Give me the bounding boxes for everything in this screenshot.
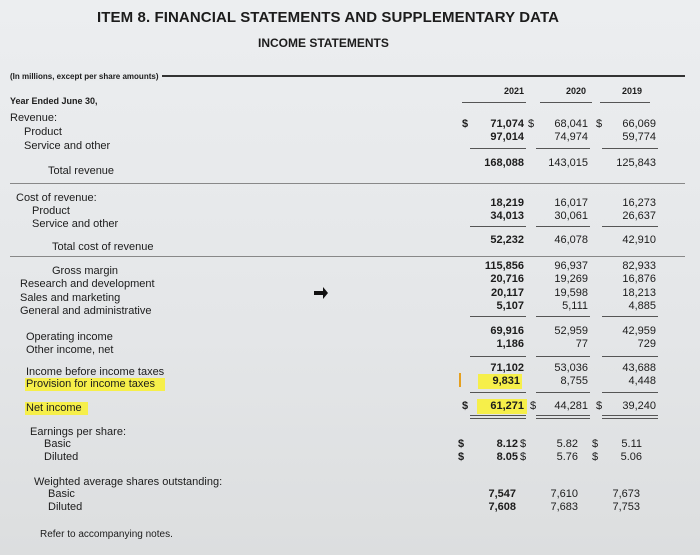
eps-heading: Earnings per share:	[30, 426, 126, 438]
service-revenue-label: Service and other	[24, 140, 111, 152]
total-cost-label: Total cost of revenue	[52, 241, 154, 253]
dollar-sign: $	[462, 118, 469, 130]
other-income-2019: 729	[637, 338, 656, 350]
dollar-sign: $	[458, 438, 465, 450]
cost-product-2019: 16,273	[622, 197, 656, 209]
ga-2020: 5,111	[562, 300, 588, 312]
total-cost-2021: 52,232	[490, 234, 524, 246]
dollar-sign: $	[592, 438, 599, 450]
eps-basic-2021: 8.12	[496, 438, 518, 450]
sales-2020: 19,598	[554, 287, 588, 299]
cost-service-2020: 30,061	[554, 210, 588, 222]
gross-margin-2019: 82,933	[622, 260, 656, 272]
rnd-2020: 19,269	[554, 273, 588, 285]
net-income-2019: 39,240	[622, 400, 656, 412]
eps-basic-2019: 5.11	[621, 438, 642, 450]
sales-label: Sales and marketing	[20, 292, 121, 304]
pretax-2019: 43,688	[622, 362, 656, 374]
dollar-sign: $	[592, 451, 599, 463]
year-2019: 2019	[621, 86, 642, 96]
other-income-2021: 1,186	[496, 338, 524, 350]
dollar-sign: $	[596, 400, 603, 412]
eps-basic-2020: 5.82	[556, 438, 578, 450]
statement-subtitle: INCOME STATEMENTS	[258, 36, 389, 50]
shares-diluted-label: Diluted	[48, 501, 83, 513]
gross-margin-2021: 115,856	[484, 260, 524, 272]
rnd-2019: 16,876	[622, 273, 656, 285]
year-2020: 2020	[565, 86, 586, 96]
shares-basic-2021: 7,547	[488, 488, 516, 500]
shares-diluted-2020: 7,683	[550, 501, 578, 513]
total-cost-2020: 46,078	[554, 234, 588, 246]
year-label: Year Ended June 30,	[10, 96, 98, 106]
dollar-sign: $	[596, 118, 603, 130]
other-income-2020: 77	[575, 338, 588, 350]
dollar-sign: $	[520, 451, 527, 463]
service-revenue-2021: 97,014	[490, 131, 524, 143]
dollar-sign: $	[462, 400, 469, 412]
net-income-2021: 61,271	[490, 400, 524, 412]
eps-diluted-label: Diluted	[44, 451, 79, 463]
footnote: Refer to accompanying notes.	[40, 529, 173, 540]
total-revenue-2019: 125,843	[616, 157, 656, 169]
total-revenue-label: Total revenue	[48, 165, 115, 177]
year-2021: 2021	[503, 86, 524, 96]
ga-label: General and administrative	[20, 305, 152, 317]
product-revenue-2020: 68,041	[554, 118, 588, 130]
cost-heading: Cost of revenue:	[16, 192, 97, 204]
pretax-label: Income before income taxes	[26, 366, 165, 378]
product-revenue-2019: 66,069	[622, 118, 656, 130]
pretax-2021: 71,102	[490, 362, 524, 374]
shares-basic-2020: 7,610	[550, 488, 578, 500]
operating-income-2021: 69,916	[490, 325, 524, 337]
service-revenue-2020: 74,974	[554, 131, 588, 143]
operating-income-2019: 42,959	[622, 325, 656, 337]
ga-2019: 4,885	[628, 300, 656, 312]
cost-product-2020: 16,017	[554, 197, 588, 209]
dollar-sign: $	[520, 438, 527, 450]
shares-heading: Weighted average shares outstanding:	[34, 476, 223, 488]
dollar-sign: $	[528, 118, 535, 130]
eps-diluted-2020: 5.76	[556, 451, 578, 463]
sales-2021: 20,117	[490, 287, 524, 299]
cost-product-2021: 18,219	[490, 197, 524, 209]
shares-diluted-2019: 7,753	[612, 501, 640, 513]
gross-margin-label: Gross margin	[52, 265, 119, 277]
rnd-label: Research and development	[20, 278, 155, 290]
shares-basic-2019: 7,673	[612, 488, 640, 500]
tax-2021: 9,831	[492, 375, 520, 387]
cost-product-label: Product	[32, 205, 70, 217]
shares-basic-label: Basic	[48, 488, 75, 500]
dollar-sign: $	[458, 451, 465, 463]
tax-2019: 4,448	[628, 375, 656, 387]
total-cost-2019: 42,910	[622, 234, 656, 246]
units-note: (In millions, except per share amounts)	[10, 72, 162, 81]
rnd-2021: 20,716	[490, 273, 524, 285]
total-revenue-2020: 143,015	[548, 157, 588, 169]
product-revenue-2021: 71,074	[490, 118, 524, 130]
operating-income-2020: 52,959	[554, 325, 588, 337]
cost-service-2021: 34,013	[490, 210, 524, 222]
tax-label: Provision for income taxes	[26, 378, 155, 390]
service-revenue-2019: 59,774	[622, 131, 656, 143]
shares-diluted-2021: 7,608	[488, 501, 516, 513]
total-revenue-2021: 168,088	[484, 157, 524, 169]
operating-income-label: Operating income	[26, 331, 113, 343]
other-income-label: Other income, net	[26, 344, 114, 356]
net-income-label: Net income	[26, 402, 82, 414]
highlight-marker	[459, 373, 461, 387]
net-income-2020: 44,281	[554, 400, 588, 412]
product-revenue-label: Product	[24, 126, 62, 138]
eps-diluted-2021: 8.05	[496, 451, 518, 463]
mouse-cursor-icon	[314, 287, 328, 299]
ga-2021: 5,107	[496, 300, 524, 312]
eps-diluted-2019: 5.06	[620, 451, 642, 463]
cost-service-2019: 26,637	[622, 210, 656, 222]
cost-service-label: Service and other	[32, 218, 119, 230]
pretax-2020: 53,036	[554, 362, 588, 374]
sales-2019: 18,213	[622, 287, 656, 299]
dollar-sign: $	[530, 400, 537, 412]
gross-margin-2020: 96,937	[554, 260, 588, 272]
page-title: ITEM 8. FINANCIAL STATEMENTS AND SUPPLEMENTARY DATA	[97, 9, 560, 26]
revenue-heading: Revenue:	[10, 112, 58, 124]
tax-2020: 8,755	[560, 375, 588, 387]
eps-basic-label: Basic	[44, 438, 71, 450]
